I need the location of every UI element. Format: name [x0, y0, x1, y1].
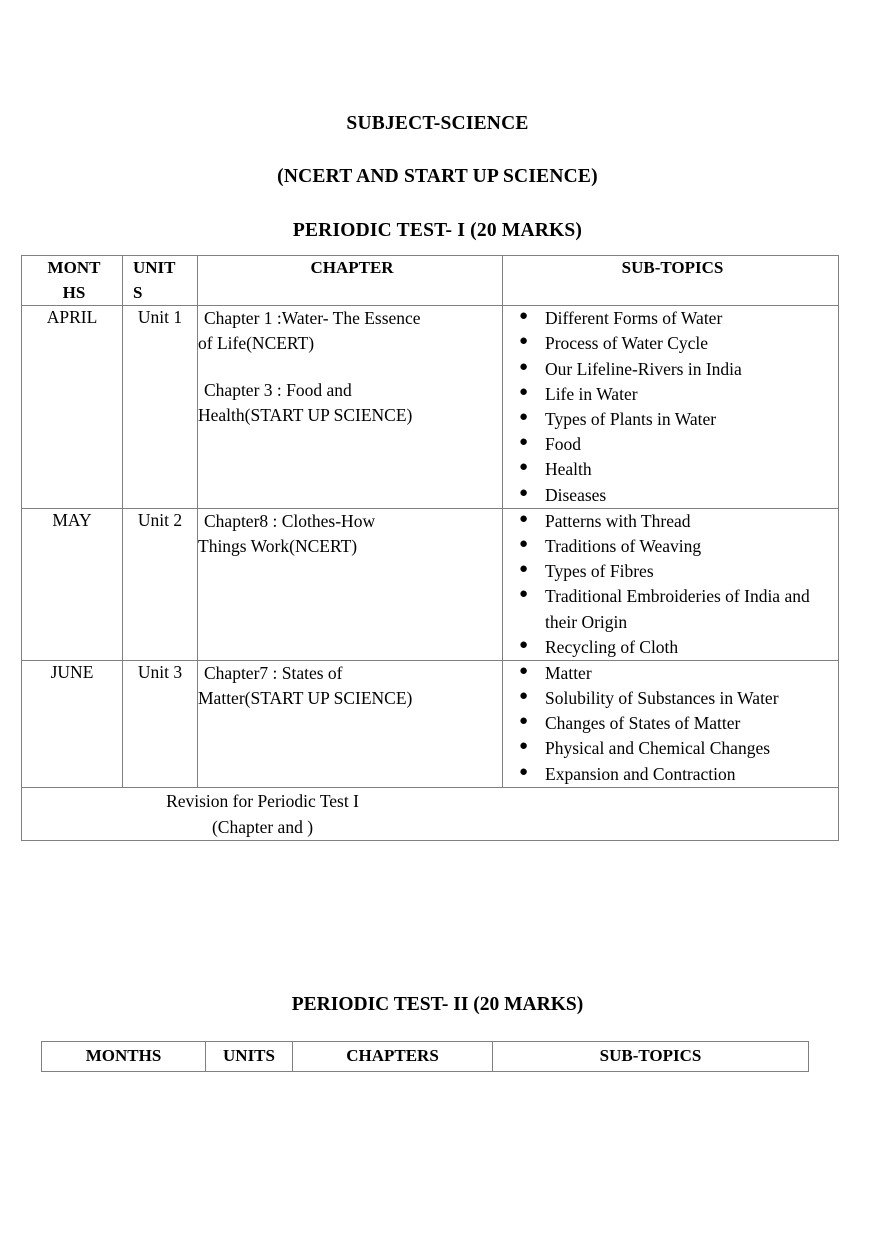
list-item — [519, 559, 838, 584]
revision-line-2: (Chapter and ) — [211, 817, 314, 838]
table-header-row — [42, 1042, 809, 1072]
periodic-test-one-table — [21, 255, 839, 841]
cell-unit-may: Unit 2 — [123, 508, 198, 660]
heading-books: (NCERT AND START UP SCIENCE) — [277, 166, 598, 188]
periodic-test-two-table — [41, 1041, 809, 1072]
list-item-label: Types of Plants in Water — [545, 409, 717, 430]
table-header-row — [22, 256, 839, 306]
list-item-label: Traditional Embroideries of India and their Origin — [545, 586, 810, 632]
bullet-icon: ● — [519, 358, 529, 375]
list-item — [519, 407, 838, 432]
bullet-icon: ● — [519, 636, 529, 653]
list-item-label: Health — [545, 459, 592, 480]
list-item — [519, 635, 838, 660]
list-item — [519, 584, 838, 634]
list-item-label: Expansion and Contraction — [545, 763, 736, 784]
heading-periodic-test-two: PERIODIC TEST- II (20 MARKS) — [291, 994, 584, 1015]
table-row-revision — [22, 787, 839, 841]
list-item-label: Different Forms of Water — [545, 308, 723, 329]
cell-subtopics-june — [503, 660, 839, 787]
list-item — [519, 762, 838, 787]
subtopics-list — [503, 306, 838, 508]
heading-subject: SUBJECT-SCIENCE — [346, 113, 529, 134]
list-item — [519, 382, 838, 407]
bullet-icon: ● — [519, 459, 529, 476]
cell-chapter-april: Chapter 1 :Water- The Essence of Life(NCERT) Chapter 3 : Food and Health(START UP SCIENCE) — [198, 306, 503, 509]
list-item — [519, 331, 838, 356]
document-headings — [0, 0, 875, 242]
bullet-icon: ● — [519, 510, 529, 527]
list-item-label: Diseases — [545, 484, 607, 505]
list-item-label: Process of Water Cycle — [545, 333, 709, 354]
cell-subtopics-may — [503, 508, 839, 660]
subtopics-list — [503, 509, 838, 660]
list-item-label: Recycling of Cloth — [545, 636, 679, 657]
cell-month-april: APRIL — [22, 306, 123, 509]
list-item — [519, 736, 838, 761]
column-header-months: MONTHS — [42, 1042, 206, 1072]
heading-periodic-test-one: PERIODIC TEST- I (20 MARKS) — [292, 219, 583, 241]
cell-subtopics-april — [503, 306, 839, 509]
list-item-label: Types of Fibres — [545, 561, 654, 582]
list-item — [519, 534, 838, 559]
list-item — [519, 483, 838, 508]
table-row — [22, 508, 839, 660]
list-item — [519, 661, 838, 686]
bullet-icon: ● — [519, 586, 529, 603]
bullet-icon: ● — [519, 763, 529, 780]
bullet-icon: ● — [519, 535, 529, 552]
column-header-subtopics: SUB-TOPICS — [503, 256, 839, 306]
cell-unit-april: Unit 1 — [123, 306, 198, 509]
list-item — [519, 306, 838, 331]
bullet-icon: ● — [519, 561, 529, 578]
bullet-icon: ● — [519, 688, 529, 705]
table-row — [22, 660, 839, 787]
list-item-label: Traditions of Weaving — [545, 535, 702, 556]
column-header-months: MONT HS — [22, 256, 123, 306]
subtopics-list — [503, 661, 838, 787]
cell-revision-note — [22, 787, 839, 841]
bullet-icon: ● — [519, 333, 529, 350]
bullet-icon: ● — [519, 434, 529, 451]
list-item-label: Matter — [545, 662, 592, 683]
table-row — [22, 306, 839, 509]
list-item-label: Life in Water — [545, 383, 638, 404]
bullet-icon: ● — [519, 409, 529, 426]
list-item-label: Our Lifeline-Rivers in India — [545, 358, 742, 379]
cell-chapter-may: Chapter8 : Clothes-How Things Work(NCERT) — [198, 508, 503, 660]
list-item-label: Patterns with Thread — [545, 510, 691, 531]
bullet-icon: ● — [519, 484, 529, 501]
list-item-label: Changes of States of Matter — [545, 713, 741, 734]
periodic-test-two-table-wrapper — [41, 1041, 808, 1072]
bullet-icon: ● — [519, 662, 529, 679]
list-item — [519, 509, 838, 534]
list-item-label: Physical and Chemical Changes — [545, 738, 771, 759]
cell-month-may: MAY — [22, 508, 123, 660]
column-header-chapter: CHAPTER — [198, 256, 503, 306]
cell-unit-june: Unit 3 — [123, 660, 198, 787]
list-item-label: Food — [545, 434, 581, 455]
periodic-test-one-table-wrapper — [21, 255, 838, 841]
cell-chapter-june: Chapter7 : States of Matter(START UP SCIENCE) — [198, 660, 503, 787]
list-item — [519, 686, 838, 711]
column-header-units: UNITS — [206, 1042, 293, 1072]
chapter-spacer — [198, 356, 502, 378]
bullet-icon: ● — [519, 308, 529, 325]
bullet-icon: ● — [519, 738, 529, 755]
bullet-icon: ● — [519, 383, 529, 400]
column-header-units: UNIT S — [123, 256, 198, 306]
column-header-chapters: CHAPTERS — [293, 1042, 493, 1072]
column-header-subtopics: SUB-TOPICS — [493, 1042, 809, 1072]
list-item — [519, 357, 838, 382]
list-item — [519, 711, 838, 736]
list-item — [519, 432, 838, 457]
list-item — [519, 457, 838, 482]
cell-month-june: JUNE — [22, 660, 123, 787]
revision-text-block — [22, 788, 503, 841]
revision-line-1: Revision for Periodic Test I — [166, 790, 359, 811]
list-item-label: Solubility of Substances in Water — [545, 688, 779, 709]
bullet-icon: ● — [519, 713, 529, 730]
